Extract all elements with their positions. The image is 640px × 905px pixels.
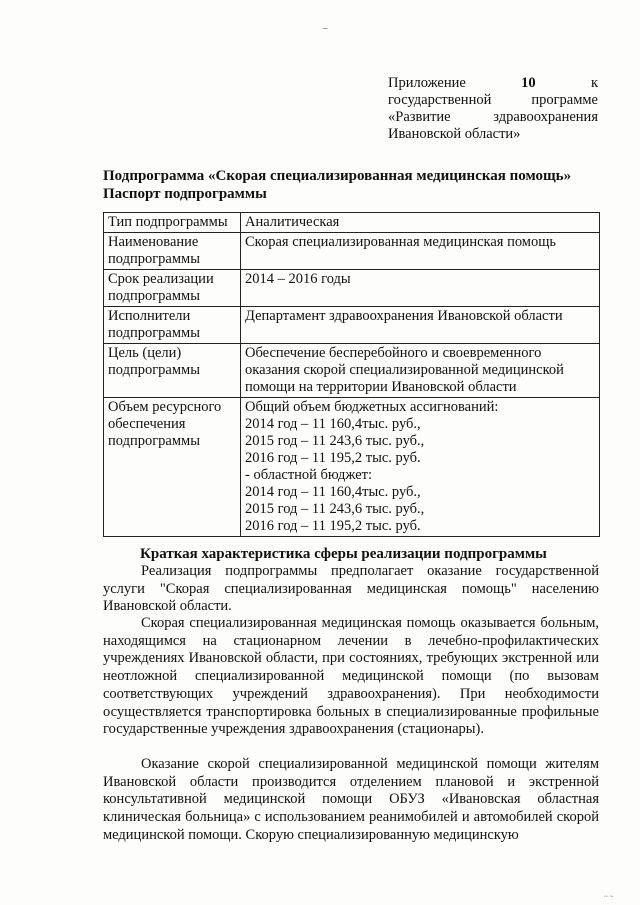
appendix-line-1 xyxy=(388,75,598,92)
row-label: Наименование подпрограммы xyxy=(104,233,241,270)
row-label: Исполнители подпрограммы xyxy=(104,307,241,344)
funding-line: 2016 год – 11 195,2 тыс. руб. xyxy=(245,450,421,466)
appendix-line2-a: государственной xyxy=(388,92,492,108)
row-value: Аналитическая xyxy=(241,213,600,233)
funding-line: Общий объем бюджетных ассигнований: xyxy=(245,399,499,415)
row-value: Департамент здравоохранения Ивановской области xyxy=(241,307,600,344)
scan-mark: – xyxy=(323,23,328,33)
appendix-line-2 xyxy=(388,92,598,109)
table-row-funding xyxy=(104,398,600,537)
funding-line: 2016 год – 11 195,2 тыс. руб. xyxy=(245,518,421,534)
table-row xyxy=(104,213,600,233)
table-row xyxy=(104,233,600,270)
section-title: Краткая характеристика сферы реализации подпрограммы xyxy=(140,546,547,562)
table-row xyxy=(104,307,600,344)
passport-table xyxy=(103,212,600,537)
funding-line: 2014 год – 11 160,4тыс. руб., xyxy=(245,484,421,500)
table-row xyxy=(104,270,600,307)
row-value: Скорая специализированная медицинская помощь xyxy=(241,233,600,270)
row-label: Цель (цели) подпрограммы xyxy=(104,344,241,398)
row-value-funding xyxy=(241,398,600,537)
row-value: Обеспечение бесперебойного и своевременного оказания скорой специализированной медицинской помощи на территории Ивановской области xyxy=(241,344,600,398)
passport-title: Паспорт подпрограммы xyxy=(103,186,267,202)
subprogram-title: Подпрограмма «Скорая специализированная медицинская помощь» xyxy=(103,168,572,184)
appendix-line-4: Ивановской области» xyxy=(388,126,521,142)
table-row xyxy=(104,344,600,398)
funding-line: 2015 год – 11 243,6 тыс. руб., xyxy=(245,433,425,449)
appendix-prep: к xyxy=(590,75,598,91)
row-label: Срок реализации подпрограммы xyxy=(104,270,241,307)
appendix-line3-a: «Развитие xyxy=(388,109,451,125)
row-label: Тип подпрограммы xyxy=(104,213,241,233)
funding-line: 2014 год – 11 160,4тыс. руб., xyxy=(245,416,421,432)
paragraph-1: Реализация подпрограммы предполагает оказание государственной услуги "Скорая специализированная медицинская помощь" населению Ивановской области. xyxy=(103,563,599,615)
paragraph-3: Оказание скорой специализированной медицинской помощи жителям Ивановской области производится отделением плановой и экстренной консультативной медицинской помощи ОБУЗ «Ивановская областная клиническая больница» с использованием реанимобилей и автомобилей скорой медицинской помощи. Скорую специализированную медицинскую xyxy=(103,756,599,843)
appendix-line-3 xyxy=(388,109,598,126)
appendix-number: 10 xyxy=(521,75,536,91)
appendix-word: Приложение xyxy=(388,75,466,91)
row-label: Объем ресурсного обеспечения подпрограммы xyxy=(104,398,241,537)
funding-line: - областной бюджет: xyxy=(245,467,373,483)
paragraph-2: Скорая специализированная медицинская помощь оказывается больным, находящимся на стационарном лечении в лечебно-профилактических учреждениях Ивановской области, при состояниях, требующих экстренной или неотложной специализированной медицинской помощи (по вызовам соответствующих учреждений здравоохранения). При необходимости осуществляется транспортировка больных в специализированные профильные государственные учреждения здравоохранения (стационары). xyxy=(103,615,599,738)
appendix-line2-b: программе xyxy=(531,92,598,108)
corner-mark: ~ ~ xyxy=(604,893,614,901)
funding-line: 2015 год – 11 243,6 тыс. руб., xyxy=(245,501,425,517)
row-value: 2014 – 2016 годы xyxy=(241,270,600,307)
appendix-header xyxy=(388,75,598,143)
appendix-line3-b: здравоохранения xyxy=(493,109,598,125)
